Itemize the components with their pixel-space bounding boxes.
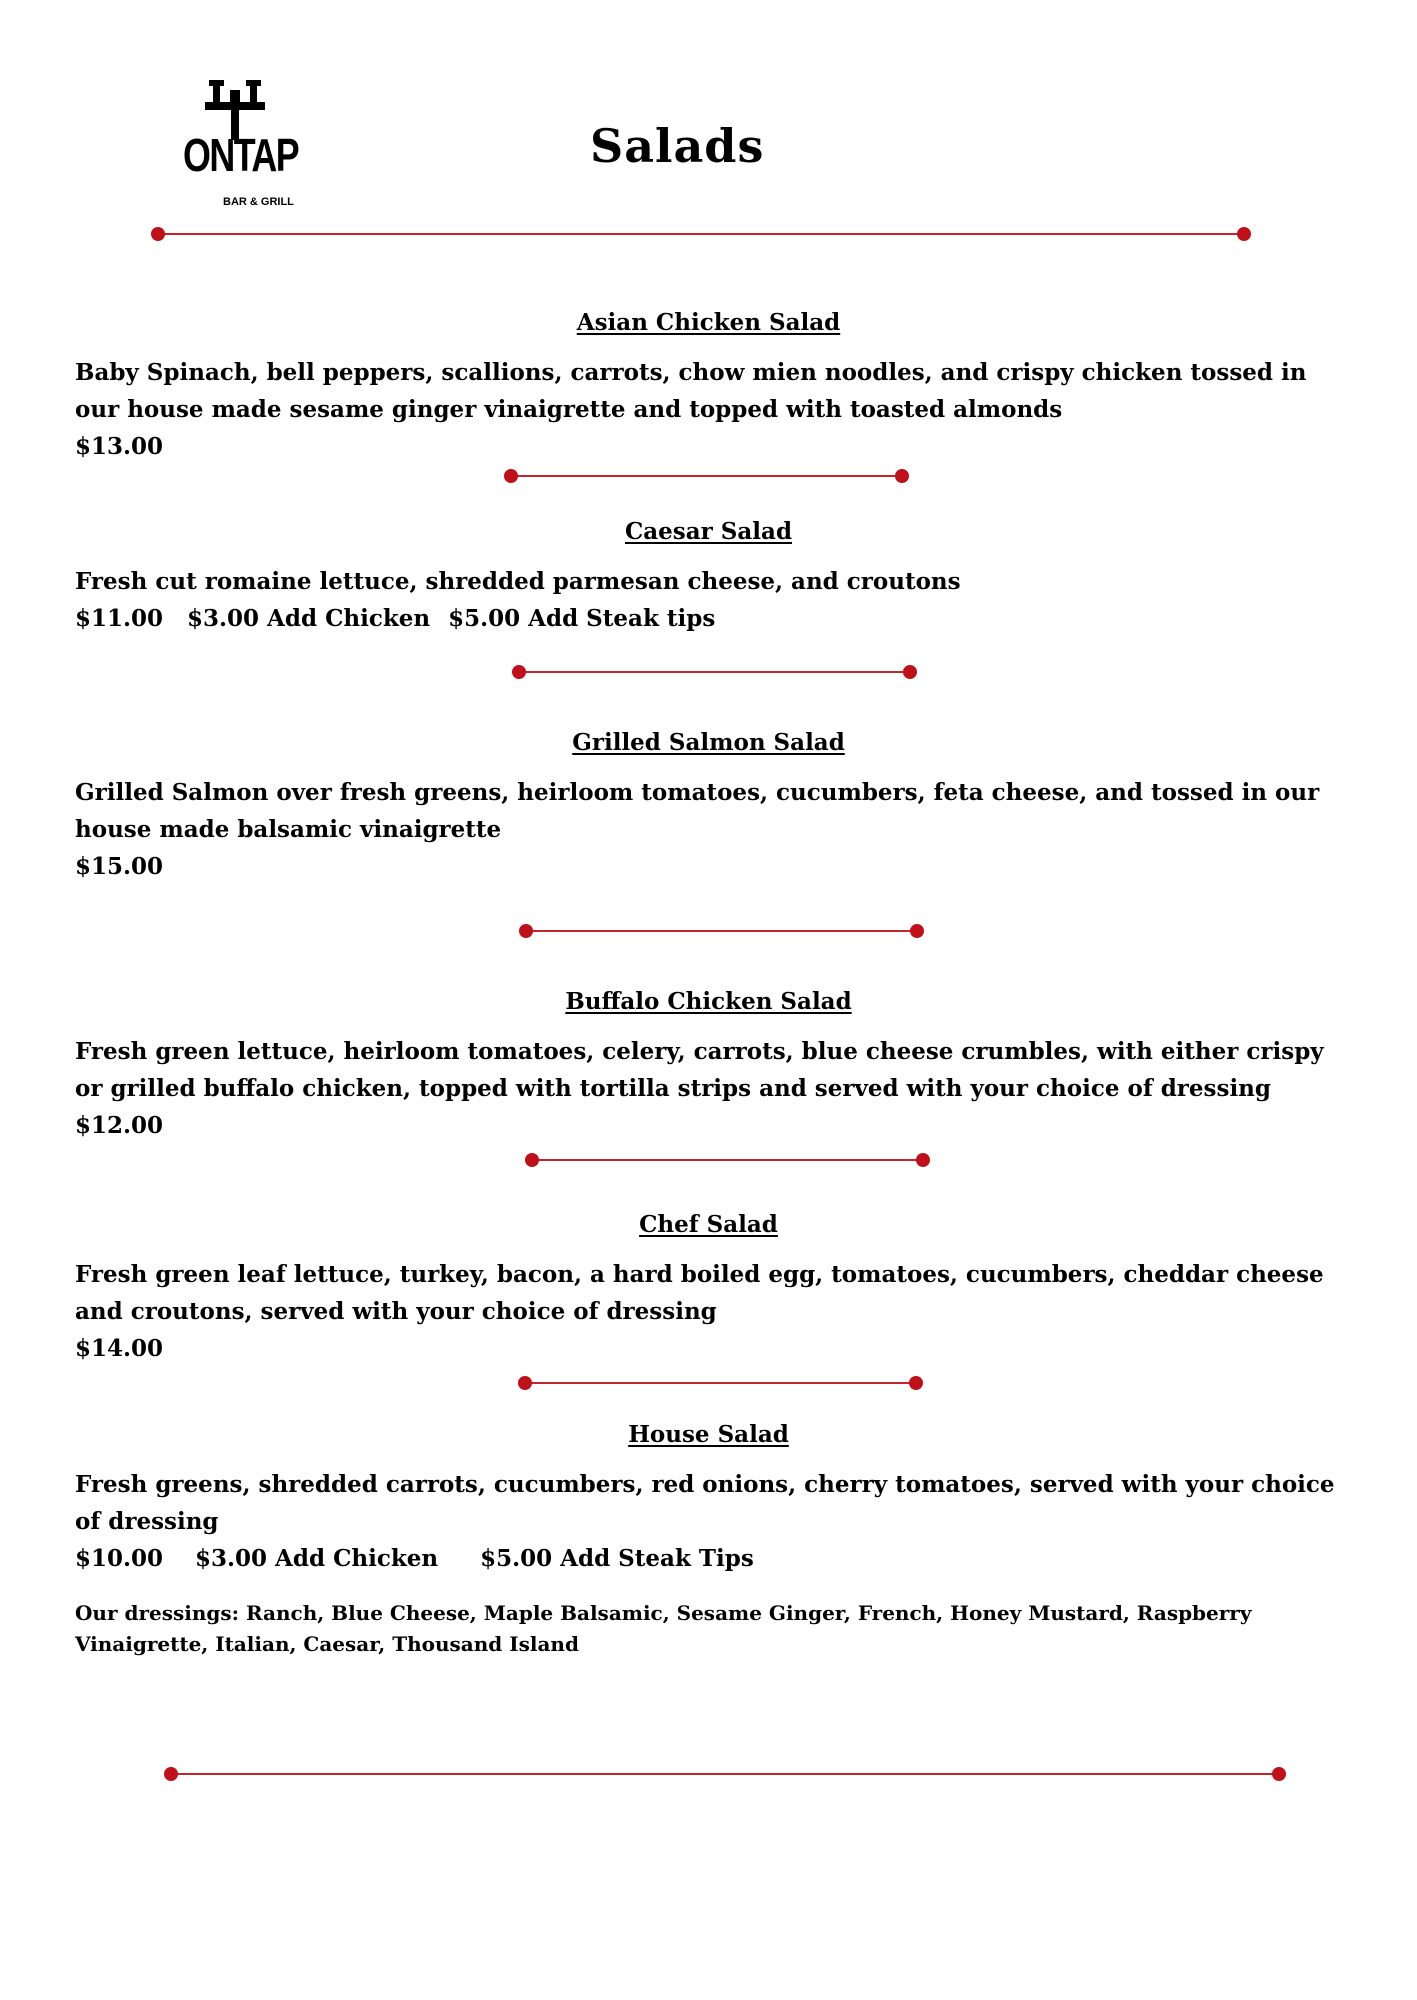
item-description: Fresh cut romaine lettuce, shredded parmesan cheese, and croutons [75, 568, 961, 595]
item-name: Chef Salad [639, 1211, 778, 1238]
item-name: House Salad [628, 1421, 789, 1448]
item-price: $13.00 [75, 433, 164, 460]
logo-word: ONTAP [183, 129, 299, 181]
item-price-row [75, 1540, 754, 1577]
header-divider [151, 227, 1251, 241]
item-description: Fresh greens, shredded carrots, cucumbers, red onions, cherry tomatoes, served with your choice of dressing [75, 1471, 1335, 1535]
item-name: Asian Chicken Salad [576, 309, 841, 336]
item-divider [518, 1376, 923, 1390]
item-price: $14.00 [75, 1335, 164, 1362]
item-name: Grilled Salmon Salad [572, 729, 845, 756]
item-price: $11.00 [75, 605, 164, 632]
item-description: Fresh green lettuce, heirloom tomatoes, celery, carrots, blue cheese crumbles, with either crispy or grilled buffalo chicken, topped with tortilla strips and served with your choice of dressing [75, 1038, 1324, 1102]
dressings-note: Our dressings: Ranch, Blue Cheese, Maple Balsamic, Sesame Ginger, French, Honey Mustard, Raspberry Vinaigrette, Italian, Caesar, Thousand Island [75, 1601, 1252, 1656]
add-chicken-price: $3.00 Add Chicken [195, 1545, 439, 1572]
item-description: Fresh green leaf lettuce, turkey, bacon, a hard boiled egg, tomatoes, cucumbers, cheddar cheese and croutons, served with your choice of dressing [75, 1261, 1324, 1325]
item-name: Caesar Salad [624, 518, 793, 545]
item-price-row [75, 600, 715, 637]
item-description: Baby Spinach, bell peppers, scallions, carrots, chow mien noodles, and crispy chicken tossed in our house made sesame ginger vinaigrette and topped with toasted almonds [75, 359, 1307, 423]
item-name: Buffalo Chicken Salad [565, 988, 852, 1015]
add-chicken-price: $3.00 Add Chicken [187, 605, 431, 632]
footer-divider [164, 1767, 1286, 1781]
add-steak-price: $5.00 Add Steak Tips [480, 1545, 754, 1572]
logo [175, 80, 310, 220]
item-divider [525, 1153, 930, 1167]
logo-subtitle: BAR & GRILL [223, 196, 294, 208]
add-steak-price: $5.00 Add Steak tips [448, 605, 716, 632]
item-price: $12.00 [75, 1112, 164, 1139]
item-divider [512, 665, 917, 679]
item-description: Grilled Salmon over fresh greens, heirloom tomatoes, cucumbers, feta cheese, and tossed in our house made balsamic vinaigrette [75, 779, 1320, 843]
item-price: $15.00 [75, 853, 164, 880]
page-title: Salads [590, 119, 765, 173]
item-divider [504, 469, 909, 483]
item-price: $10.00 [75, 1545, 164, 1572]
item-divider [519, 924, 924, 938]
